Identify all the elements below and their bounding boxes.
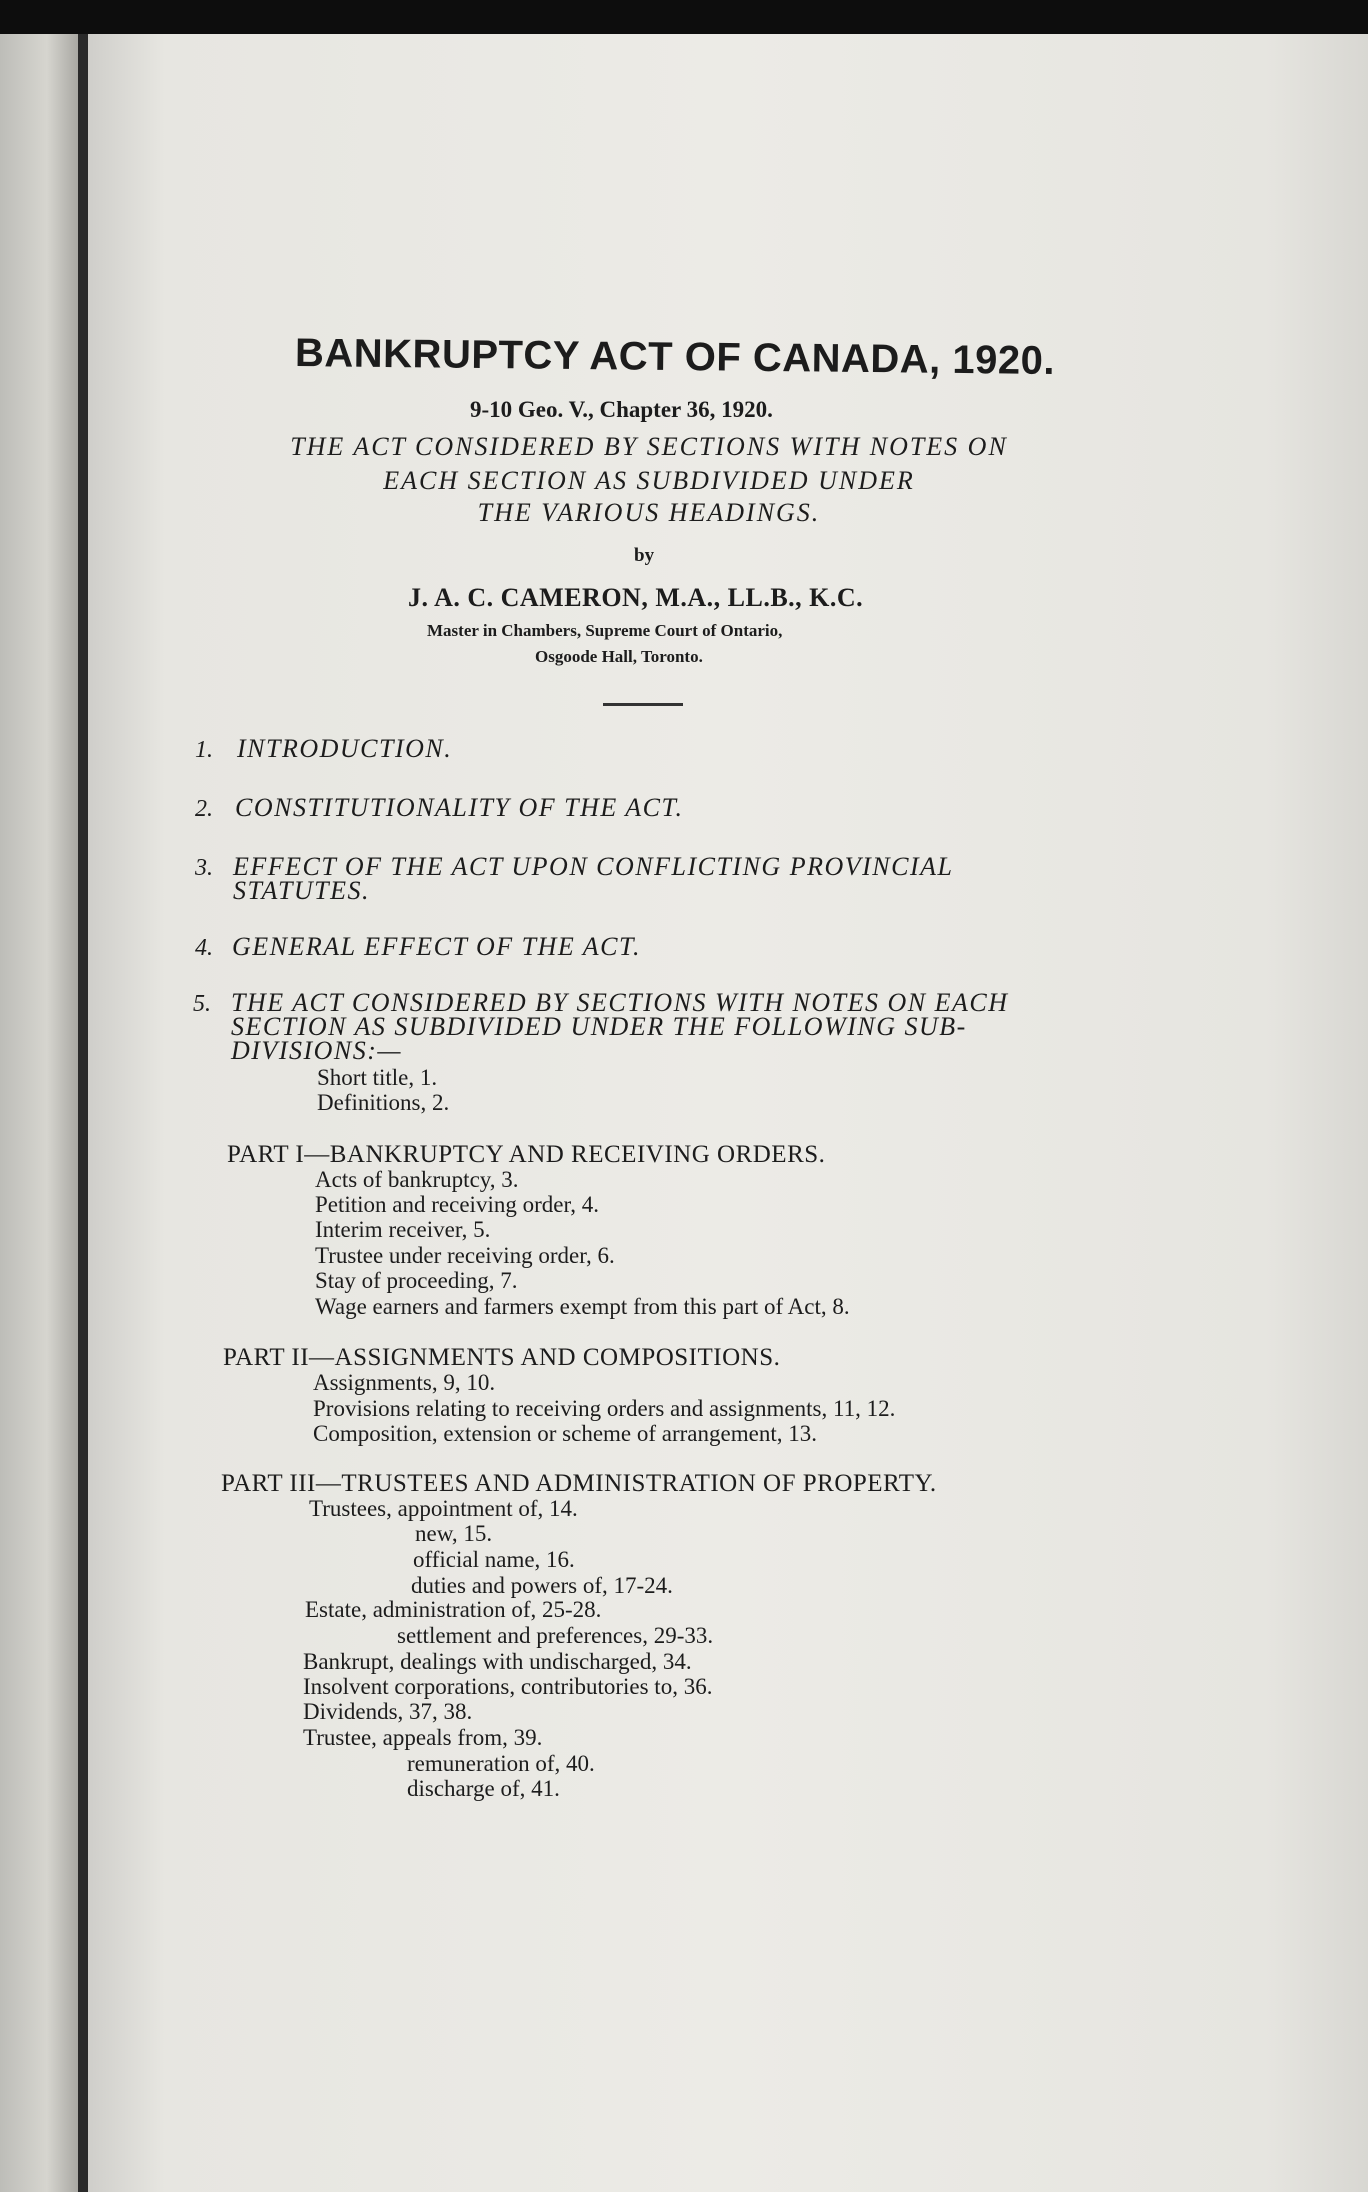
subtitle-line-3: THE VARIOUS HEADINGS.: [477, 498, 821, 527]
contents-subentry: settlement and preferences, 29-33.: [397, 1623, 714, 1648]
statute-citation: 9-10 Geo. V., Chapter 36, 1920.: [470, 397, 773, 422]
part-heading: PART III—TRUSTEES AND ADMINISTRATION OF PROPERTY.: [221, 1470, 937, 1497]
section-title-continued: SECTION AS SUBDIVIDED UNDER THE FOLLOWING SUB-: [231, 1012, 967, 1041]
contents-entry: Trustee, appeals from, 39.: [303, 1725, 543, 1750]
facing-page-edge: [0, 34, 78, 2192]
contents-entry: Trustees, appointment of, 14.: [309, 1496, 578, 1521]
contents-entry: Interim receiver, 5.: [315, 1217, 491, 1242]
section-number: 5.: [193, 991, 211, 1017]
section-title: INTRODUCTION.: [237, 734, 453, 763]
contents-entry: Trustee under receiving order, 6.: [315, 1243, 615, 1268]
contents-subentry: duties and powers of, 17-24.: [411, 1573, 673, 1598]
author-affiliation-line-2: Osgoode Hall, Toronto.: [535, 647, 703, 666]
contents-subentry: remuneration of, 40.: [407, 1751, 595, 1776]
section-title: CONSTITUTIONALITY OF THE ACT.: [235, 793, 684, 822]
contents-subentry: official name, 16.: [413, 1547, 575, 1572]
section-title: GENERAL EFFECT OF THE ACT.: [232, 932, 642, 961]
author-name: J. A. C. CAMERON, M.A., LL.B., K.C.: [408, 583, 864, 612]
subtitle-line-2: EACH SECTION AS SUBDIVIDED UNDER: [383, 466, 915, 495]
part-heading: PART I—BANKRUPTCY AND RECEIVING ORDERS.: [227, 1141, 826, 1168]
scan-border-top: [0, 0, 1368, 34]
contents-entry: Composition, extension or scheme of arrangement, 13.: [313, 1421, 817, 1446]
document-title: BANKRUPTCY ACT OF CANADA, 1920.: [294, 331, 1056, 383]
contents-entry: Bankrupt, dealings with undischarged, 34.: [303, 1649, 692, 1674]
contents-entry: Assignments, 9, 10.: [313, 1370, 496, 1395]
contents-entry: Insolvent corporations, contributories to, 36.: [303, 1674, 713, 1699]
contents-entry: Petition and receiving order, 4.: [315, 1192, 599, 1217]
contents-entry: Stay of proceeding, 7.: [315, 1268, 518, 1293]
section-number: 4.: [195, 935, 213, 961]
contents-entry: Definitions, 2.: [317, 1090, 450, 1115]
contents-entry: Wage earners and farmers exempt from this part of Act, 8.: [315, 1294, 850, 1319]
section-title-continued: STATUTES.: [233, 876, 371, 905]
contents-entry: Estate, administration of, 25-28.: [305, 1597, 602, 1622]
section-number: 1.: [195, 737, 213, 763]
by-line: by: [634, 545, 655, 566]
subtitle-line-1: THE ACT CONSIDERED BY SECTIONS WITH NOTES ON: [290, 432, 1008, 461]
section-title: EFFECT OF THE ACT UPON CONFLICTING PROVINCIAL: [233, 852, 954, 881]
divider-rule: [603, 703, 683, 706]
book-gutter: [78, 34, 88, 2192]
section-number: 2.: [195, 796, 213, 822]
contents-entry: Provisions relating to receiving orders and assignments, 11, 12.: [313, 1396, 896, 1421]
contents-entry: Dividends, 37, 38.: [303, 1699, 473, 1724]
contents-subentry: new, 15.: [415, 1521, 493, 1546]
author-affiliation-line-1: Master in Chambers, Supreme Court of Ontario,: [427, 621, 783, 640]
section-number: 3.: [195, 855, 213, 881]
section-title: THE ACT CONSIDERED BY SECTIONS WITH NOTES ON EACH: [231, 988, 1009, 1017]
section-title-continued: DIVISIONS:—: [231, 1036, 403, 1065]
contents-subentry: discharge of, 41.: [407, 1776, 560, 1801]
contents-entry: Acts of bankruptcy, 3.: [315, 1167, 519, 1192]
part-heading: PART II—ASSIGNMENTS AND COMPOSITIONS.: [223, 1344, 781, 1371]
contents-entry: Short title, 1.: [317, 1065, 438, 1090]
